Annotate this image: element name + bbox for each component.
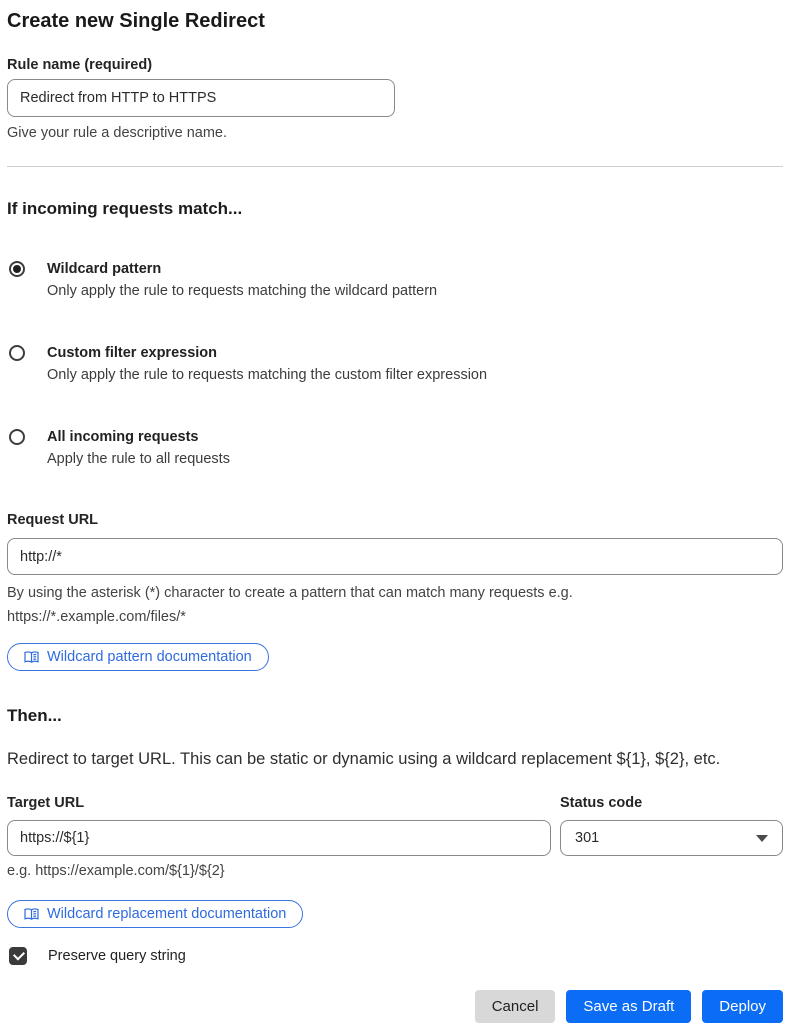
then-section-description: Redirect to target URL. This can be static or dynamic using a wildcard replacement ${1}, ${2}, etc. bbox=[7, 748, 783, 770]
target-url-input[interactable] bbox=[7, 820, 551, 856]
cancel-button[interactable]: Cancel bbox=[475, 990, 556, 1023]
request-url-field-group bbox=[7, 510, 783, 671]
open-book-icon bbox=[24, 651, 39, 664]
wildcard-pattern-docs-button[interactable] bbox=[7, 643, 269, 671]
wildcard-replacement-docs-button[interactable] bbox=[7, 900, 303, 928]
deploy-button[interactable]: Deploy bbox=[702, 990, 783, 1023]
match-type-radio-group bbox=[7, 259, 783, 469]
preserve-query-string-label[interactable]: Preserve query string bbox=[48, 948, 186, 964]
radio-option-custom-filter[interactable] bbox=[7, 343, 783, 385]
wildcard-pattern-radio-description: Only apply the rule to requests matching the wildcard pattern bbox=[47, 281, 437, 301]
request-url-help bbox=[7, 581, 787, 629]
rule-name-input[interactable] bbox=[7, 79, 395, 117]
section-divider bbox=[7, 166, 783, 167]
all-requests-radio[interactable] bbox=[9, 429, 25, 445]
status-code-selected-value: 301 bbox=[575, 830, 599, 846]
match-section-heading: If incoming requests match... bbox=[7, 198, 783, 220]
all-requests-radio-description: Apply the rule to all requests bbox=[47, 449, 230, 469]
page-title: Create new Single Redirect bbox=[7, 8, 783, 35]
target-and-status-row bbox=[7, 793, 783, 880]
wildcard-replacement-docs-button-label: Wildcard replacement documentation bbox=[47, 906, 286, 922]
custom-filter-radio-description: Only apply the rule to requests matching the custom filter expression bbox=[47, 365, 487, 385]
target-url-label: Target URL bbox=[7, 793, 553, 813]
then-section-heading: Then... bbox=[7, 705, 783, 727]
request-url-label: Request URL bbox=[7, 510, 783, 530]
status-code-field-group bbox=[560, 793, 783, 880]
status-code-label: Status code bbox=[560, 793, 783, 813]
wildcard-pattern-radio[interactable] bbox=[9, 261, 25, 277]
status-code-select[interactable] bbox=[560, 820, 783, 856]
radio-option-wildcard-pattern[interactable] bbox=[7, 259, 783, 301]
form-actions bbox=[7, 990, 783, 1023]
rule-name-field-group bbox=[7, 55, 783, 142]
target-url-help: e.g. https://example.com/${1}/${2} bbox=[7, 862, 553, 880]
rule-name-label: Rule name (required) bbox=[7, 55, 783, 75]
custom-filter-radio-label[interactable]: Custom filter expression bbox=[47, 343, 487, 363]
radio-option-all-requests[interactable] bbox=[7, 427, 783, 469]
wildcard-pattern-docs-button-label: Wildcard pattern documentation bbox=[47, 649, 252, 665]
open-book-icon bbox=[24, 908, 39, 921]
request-url-input[interactable] bbox=[7, 538, 783, 575]
preserve-query-string-row[interactable] bbox=[7, 947, 783, 965]
preserve-query-string-checkbox[interactable] bbox=[9, 947, 27, 965]
custom-filter-radio[interactable] bbox=[9, 345, 25, 361]
save-as-draft-button[interactable]: Save as Draft bbox=[566, 990, 691, 1023]
rule-name-help: Give your rule a descriptive name. bbox=[7, 124, 783, 142]
wildcard-pattern-radio-label[interactable]: Wildcard pattern bbox=[47, 259, 437, 279]
target-url-field-group bbox=[7, 793, 553, 880]
all-requests-radio-label[interactable]: All incoming requests bbox=[47, 427, 230, 447]
request-url-help-line1: By using the asterisk (*) character to create a pattern that can match many requests e.g. bbox=[7, 585, 573, 601]
chevron-down-icon bbox=[756, 835, 768, 842]
request-url-help-line2: https://*.example.com/files/* bbox=[7, 609, 186, 625]
